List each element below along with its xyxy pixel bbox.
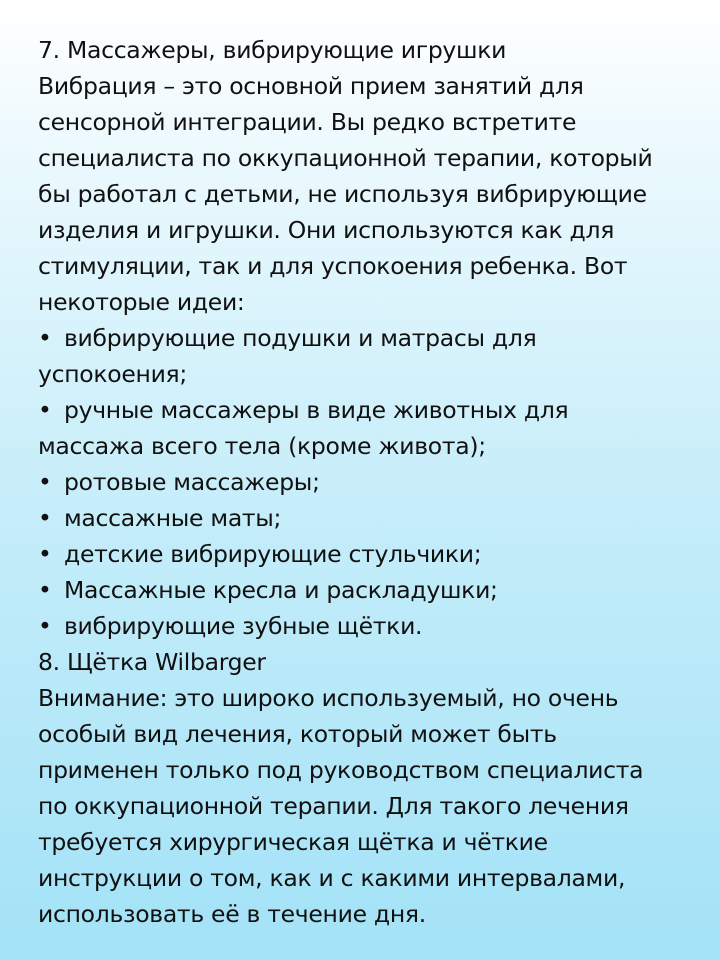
bullet-marker: • (38, 540, 52, 568)
body-line: особый вид лечения, который может быть (38, 720, 557, 748)
bullet-marker: • (38, 612, 52, 640)
bullet-text: Массажные кресла и раскладушки; (64, 576, 498, 604)
bullet-text: детские вибрирующие стульчики; (64, 540, 482, 568)
bullet-text: массажные маты; (64, 504, 282, 532)
section-7-heading: 7. Массажеры, вибрирующие игрушки (38, 36, 507, 64)
body-line: некоторые идеи: (38, 288, 245, 316)
bullet-text: вибрирующие зубные щётки. (64, 612, 423, 640)
bullet-marker: • (38, 324, 52, 352)
section-8-heading: 8. Щётка Wilbarger (38, 648, 266, 676)
bullet-item (38, 608, 682, 644)
bullet-text: вибрирующие подушки и матрасы для (64, 324, 537, 352)
body-line: требуется хирургическая щётка и чёткие (38, 828, 548, 856)
body-line: использовать её в течение дня. (38, 900, 426, 928)
bullet-item (38, 320, 682, 356)
bullet-item (38, 536, 682, 572)
bullet-marker: • (38, 504, 52, 532)
body-line: стимуляции, так и для успокоения ребенка. Вот (38, 252, 628, 280)
body-line: по оккупационной терапии. Для такого лечения (38, 792, 629, 820)
bullet-marker: • (38, 576, 52, 604)
bullet-text: ротовые массажеры; (64, 468, 320, 496)
body-line: Внимание: это широко используемый, но очень (38, 684, 619, 712)
body-line: изделия и игрушки. Они используются как для (38, 216, 615, 244)
bullet-item (38, 392, 682, 428)
body-line: Вибрация – это основной прием занятий для (38, 72, 584, 100)
bullet-item (38, 572, 682, 608)
bullet-item (38, 500, 682, 536)
body-line: инструкции о том, как и с какими интервалами, (38, 864, 626, 892)
bullet-continuation: успокоения; (38, 360, 187, 388)
bullet-marker: • (38, 468, 52, 496)
bullet-text: ручные массажеры в виде животных для (64, 396, 569, 424)
body-line: сенсорной интеграции. Вы редко встретите (38, 108, 577, 136)
body-line: применен только под руководством специалиста (38, 756, 644, 784)
bullet-marker: • (38, 396, 52, 424)
body-line: специалиста по оккупационной терапии, который (38, 144, 653, 172)
body-line: бы работал с детьми, не используя вибрирующие (38, 180, 647, 208)
bullet-continuation: массажа всего тела (кроме живота); (38, 432, 486, 460)
bullet-item (38, 464, 682, 500)
